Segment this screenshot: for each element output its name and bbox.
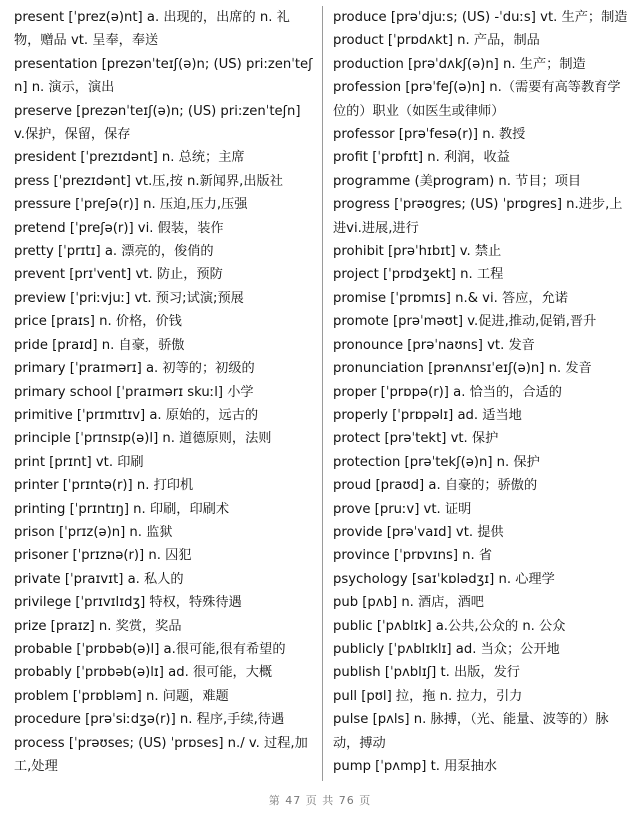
page-number: 第 47 页 共 76 页	[268, 794, 372, 807]
vocabulary-entry: publicly [ˈpʌblɪklɪ] ad. 当众；公开地	[333, 641, 560, 657]
vocabulary-entry: process [ˈprəʊses; (US) ˈprɒses] n./ v. 过程,加工,处理	[14, 735, 308, 774]
vocabulary-entry: problem [ˈprɒbləm] n. 问题，难题	[14, 688, 229, 704]
vocabulary-entry: printer [ˈprɪntə(r)] n. 打印机	[14, 478, 194, 494]
vocabulary-entry: production [prəˈdʌkʃ(ə)n] n. 生产；制造	[333, 56, 586, 72]
vocabulary-entry: proud [praʊd] a. 自豪的；骄傲的	[333, 478, 538, 494]
vocabulary-entry: procedure [prəˈsiːdʒə(r)] n. 程序,手续,待遇	[14, 712, 285, 728]
vocabulary-entry: prize [praɪz] n. 奖赏，奖品	[14, 618, 182, 634]
vocabulary-entry: principle [ˈprɪnsɪp(ə)l] n. 道德原则，法则	[14, 431, 272, 447]
vocabulary-entry: probably [ˈprɒbəb(ə)lɪ] ad. 很可能，大概	[14, 665, 273, 681]
vocabulary-entry: presentation [prezənˈteɪʃ(ə)n; (US) pri:zenˈteʃn] n. 演示，演出	[14, 56, 313, 96]
vocabulary-entry: professor [prəˈfesə(r)] n. 教授	[333, 127, 526, 143]
vocabulary-entry: prove [pruːv] vt. 证明	[333, 501, 472, 517]
vocabulary-entry: pressure [ˈpreʃə(r)] n. 压迫,压力,压强	[14, 197, 248, 213]
vocabulary-entry: project [ˈprɒdʒekt] n. 工程	[333, 267, 504, 283]
vocabulary-entry: press [ˈprezɪdənt] vt.压,按 n.新闻界,出版社	[14, 173, 283, 189]
vocabulary-entry: price [praɪs] n. 价格，价钱	[14, 314, 182, 330]
vocabulary-entry: programme (美program) n. 节目；项目	[333, 173, 582, 189]
vocabulary-entry: product [ˈprɒdʌkt] n. 产品，制品	[333, 33, 540, 49]
vocabulary-entry: pretend [ˈpreʃə(r)] vi. 假装，装作	[14, 220, 224, 236]
vocabulary-entry: properly [ˈprɒpəlɪ] ad. 适当地	[333, 407, 522, 423]
vocabulary-entry: primary school [ˈpraɪmərɪ skuːl] 小学	[14, 384, 254, 400]
vocabulary-entry: province [ˈprɒvɪns] n. 省	[333, 548, 493, 564]
column-divider	[322, 6, 323, 781]
vocabulary-entry: promote [prəˈməʊt] v.促进,推动,促销,晋升	[333, 314, 597, 330]
vocabulary-entry: public [ˈpʌblɪk] a.公共,公众的 n. 公众	[333, 618, 566, 634]
vocabulary-entry: pub [pʌb] n. 酒店，酒吧	[333, 595, 484, 611]
left-column	[14, 6, 314, 778]
vocabulary-entry: pretty [ˈprɪtɪ] a. 漂亮的，俊俏的	[14, 244, 214, 260]
vocabulary-entry: profit [ˈprɒfɪt] n. 利润，收益	[333, 150, 510, 166]
vocabulary-entry: present [ˈprez(ə)nt] a. 出现的，出席的 n. 礼物，赠品 vt. 呈奉，奉送	[14, 10, 290, 49]
vocabulary-entry: print [prɪnt] vt. 印刷	[14, 454, 144, 470]
vocabulary-entry: printing [ˈprɪntɪŋ] n. 印刷，印刷术	[14, 501, 230, 517]
vocabulary-entry: prevent [prɪˈvent] vt. 防止，预防	[14, 267, 223, 283]
vocabulary-entry: prisoner [ˈprɪznə(r)] n. 囚犯	[14, 548, 192, 564]
vocabulary-entry: pride [praɪd] n. 自豪，骄傲	[14, 337, 185, 353]
vocabulary-entry: produce [prəˈdjuːs; (US) -ˈduːs] vt. 生产；制造	[333, 10, 628, 25]
vocabulary-entry: preserve [prezənˈteɪʃ(ə)n; (US) pri:zenˈteʃn] v.保护，保留，保存	[14, 103, 301, 143]
vocabulary-entry: prohibit [prəˈhɪbɪt] v. 禁止	[333, 244, 502, 260]
vocabulary-entry: protection [prəˈtekʃ(ə)n] n. 保护	[333, 454, 540, 470]
vocabulary-entry: provide [prəˈvaɪd] vt. 提供	[333, 524, 504, 540]
vocabulary-entry: pull [pʊl] 拉，拖 n. 拉力，引力	[333, 688, 523, 704]
vocabulary-entry: promise [ˈprɒmɪs] n.& vi. 答应，允诺	[333, 290, 568, 306]
vocabulary-entry: pronounce [prəˈnaʊns] vt. 发音	[333, 337, 535, 353]
vocabulary-entry: probable [ˈprɒbəb(ə)l] a.很可能,很有希望的	[14, 641, 286, 657]
vocabulary-entry: primary [ˈpraɪmərɪ] a. 初等的；初级的	[14, 361, 255, 377]
vocabulary-entry: private [ˈpraɪvɪt] a. 私人的	[14, 571, 184, 587]
vocabulary-entry: privilege [ˈprɪvɪlɪdʒ] 特权，特殊待遇	[14, 595, 242, 611]
vocabulary-entry: progress [ˈprəʊgres; (US) ˈprɒgres] n.进步,上进vi.进展,进行	[333, 197, 623, 236]
vocabulary-entry: pump [ˈpʌmp] t. 用泵抽水	[333, 759, 497, 774]
vocabulary-entry: profession [prəˈfeʃ(ə)n] n.（需要有高等教育学位的）职业（如医生或律师）	[333, 80, 621, 119]
vocabulary-entry: proper [ˈprɒpə(r)] a. 恰当的，合适的	[333, 384, 562, 400]
vocabulary-entry: psychology [saɪˈkɒlədʒɪ] n. 心理学	[333, 571, 555, 587]
vocabulary-entry: pulse [pʌls] n. 脉搏，（光、能量、波等的）脉动，搏动	[333, 712, 609, 751]
vocabulary-entry: pronunciation [prənʌnsɪˈeɪʃ(ə)n] n. 发音	[333, 361, 592, 377]
vocabulary-entry: primitive [ˈprɪmɪtɪv] a. 原始的，远古的	[14, 407, 259, 423]
vocabulary-entry: protect [prəˈtekt] vt. 保护	[333, 431, 499, 447]
right-column	[333, 6, 629, 778]
vocabulary-entry: publish [ˈpʌblɪʃ] t. 出版，发行	[333, 665, 520, 681]
vocabulary-entry: prison [ˈprɪz(ə)n] n. 监狱	[14, 524, 173, 540]
vocabulary-entry: president [ˈprezɪdənt] n. 总统；主席	[14, 150, 245, 166]
vocabulary-entry: preview [ˈpriːvjuː] vt. 预习;试演;预展	[14, 290, 244, 306]
